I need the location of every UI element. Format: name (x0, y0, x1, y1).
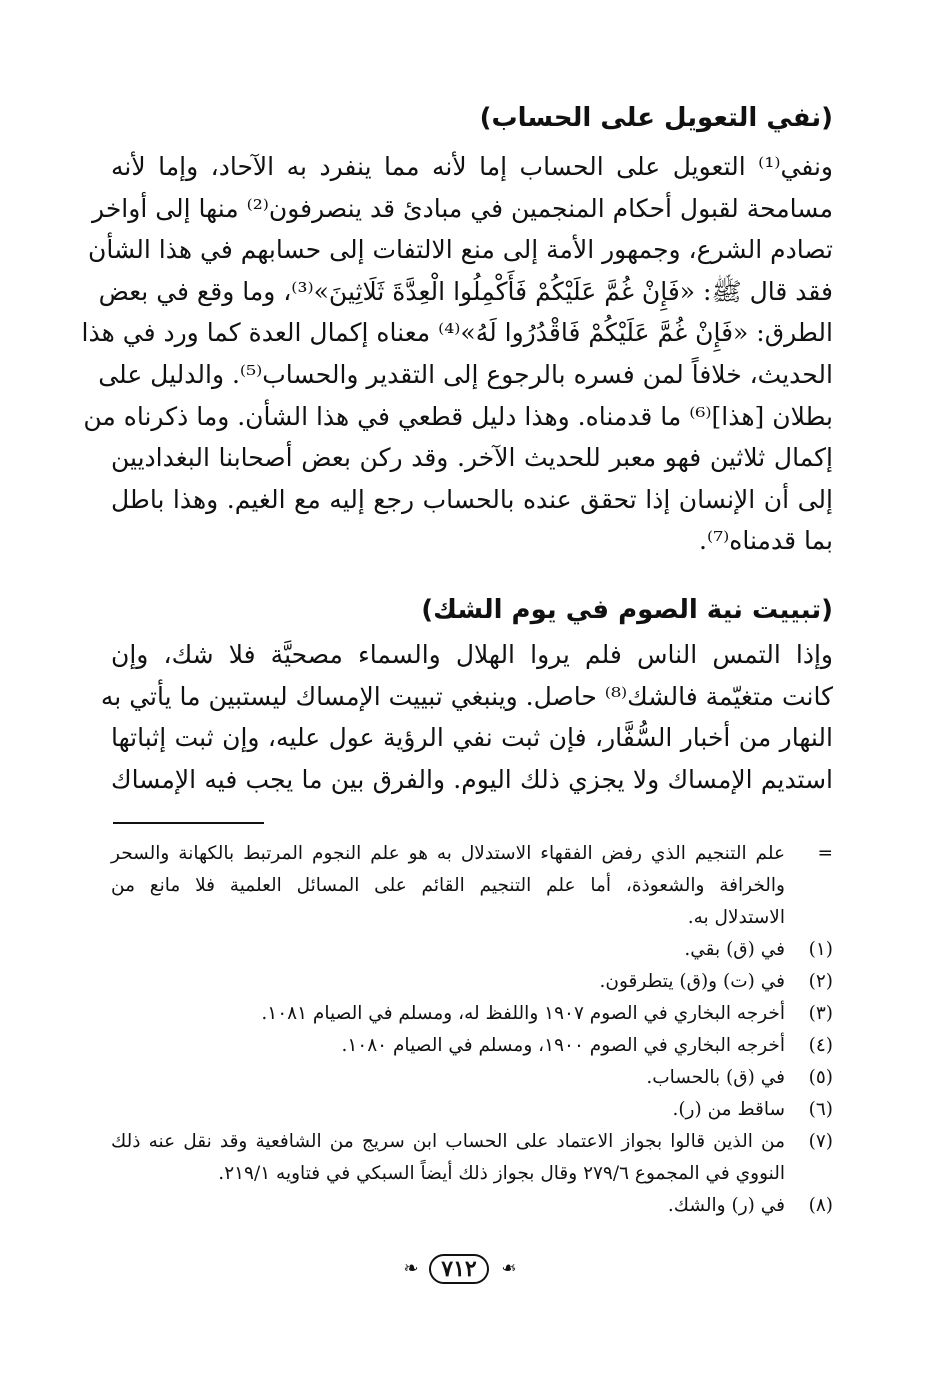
footnote-line: في (ق) بالحساب. (646, 1067, 785, 1088)
footnote-7 (111, 1126, 833, 1190)
section1-paragraph (81, 146, 833, 562)
page-number: ٧١٢ (429, 1254, 489, 1284)
footnote-continuation (111, 838, 833, 934)
footnote-5 (111, 1062, 833, 1094)
section2-line-1: وإذا التمس الناس فلم يروا الهلال والسماء مصحيَّة فلا شك، وإن (111, 640, 833, 669)
footnote-line: النووي في المجموع ٢٧٩/٦ وقال بجواز ذلك أيضاً السبكي في فتاويه ٢١٩/١. (218, 1163, 785, 1184)
footnote-number: (١) (808, 939, 833, 960)
footnote-1 (111, 934, 833, 966)
footnote-line: في (ت) و(ق) يتطرقون. (599, 971, 785, 992)
section1-line-8: إكمال ثلاثين فهو معبر للحديث الآخر. وقد ركن بعض أصحابنا البغداديين (111, 443, 833, 473)
section2-line-3: النهار من أخبار السُّفَّار، فإن ثبت نفي الرؤية عول عليه، وإن ثبت إثباتها (111, 723, 833, 753)
footnote-number: (٣) (808, 1003, 833, 1024)
left-flourish-icon: ❧ (403, 1258, 419, 1279)
section1-heading: (نفي التعويل على الحساب) (479, 103, 833, 133)
footnote-line: في (ق) بقي. (684, 939, 785, 960)
section2-line-4: استديم الإمساك ولا يجزي ذلك اليوم. والفرق بين ما يجب فيه الإمساك (111, 764, 833, 794)
section1-line-7: بطلان [هذا]⁽⁶⁾ ما قدمناه. وهذا دليل قطعي في هذا الشأن. وما ذكرناه من (83, 401, 833, 431)
footnote-separator (113, 822, 264, 824)
section1-line-1: ونفي⁽¹⁾ التعويل على الحساب إما لأنه مما ينفرد به الآحاد، وإما لأنه (111, 152, 833, 181)
section1-line-5: الطرق: «فَإِنْ غُمَّ عَلَيْكُمْ فَاقْدُرُوا لَهُ»⁽⁴⁾ معناه إكمال العدة كما ورد في هذا (81, 318, 833, 348)
footnote-number: (٤) (808, 1035, 833, 1056)
section2-line-2: كانت متغيّمة فالشك⁽⁸⁾ حاصل. وينبغي تبييت الإمساك ليستبين ما يأتي به (100, 681, 833, 711)
footnote-4 (111, 1030, 833, 1062)
footnote-marker: = (817, 843, 833, 864)
section1-line-9: إلى أن الإنسان إذا تحقق عنده بالحساب رجع إليه مع الغيم. وهذا باطل (111, 484, 833, 514)
right-flourish-icon: ❧ (501, 1258, 517, 1279)
page-number-ornament (395, 1252, 525, 1286)
footnote-2 (111, 966, 833, 998)
footnote-number: (٨) (808, 1195, 833, 1216)
footnote-6 (111, 1094, 833, 1126)
section1-line-4: فقد قال ﷺ: «فَإِنْ غُمَّ عَلَيْكُمْ فَأَكْمِلُوا الْعِدَّةَ ثَلَاثِينَ»⁽³⁾، وما وقع في بعض (98, 276, 833, 306)
footnote-number: (٢) (808, 971, 833, 992)
footnote-line: أخرجه البخاري في الصوم ١٩٠٧ واللفظ له، ومسلم في الصيام ١٠٨١. (261, 1003, 785, 1024)
footnote-number: (٦) (808, 1099, 833, 1120)
footnote-number: (٧) (808, 1131, 833, 1152)
section1-line-6: الحديث، خلافاً لمن فسره بالرجوع إلى التقدير والحساب⁽⁵⁾. والدليل على (98, 359, 833, 389)
footnote-line: علم التنجيم الذي رفض الفقهاء الاستدلال به هو علم النجوم المرتبط بالكهانة والسحر (111, 843, 785, 864)
section1-line-2: مسامحة لقبول أحكام المنجمين في مبادئ قد ينصرفون⁽²⁾ منها إلى أواخر (92, 193, 833, 223)
footnote-number: (٥) (808, 1067, 833, 1088)
section2-paragraph (100, 634, 833, 800)
section1-line-10: بما قدمناه⁽⁷⁾. (699, 526, 833, 556)
section2-heading: (تبييت نية الصوم في يوم الشك) (421, 595, 833, 625)
footnote-line: من الذين قالوا بجواز الاعتماد على الحساب ابن سريج من الشافعية وقد نقل عنه ذلك (111, 1131, 785, 1152)
footnote-line: في (ر) والشك. (667, 1195, 785, 1216)
footnotes (111, 838, 833, 1222)
footnote-line: الاستدلال به. (687, 907, 785, 928)
section1-line-3: تصادم الشرع، وجمهور الأمة إلى منع الالتفات إلى حسابهم في هذا الشأن (88, 235, 833, 265)
footnote-line: والخرافة والشعوذة، أما علم التنجيم القائم على المسائل العلمية فلا مانع من (111, 875, 785, 896)
footnote-8 (111, 1190, 833, 1222)
footnote-line: ساقط من (ر). (672, 1099, 785, 1120)
footnote-line: أخرجه البخاري في الصوم ١٩٠٠، ومسلم في الصيام ١٠٨٠. (341, 1035, 785, 1056)
footnote-3 (111, 998, 833, 1030)
